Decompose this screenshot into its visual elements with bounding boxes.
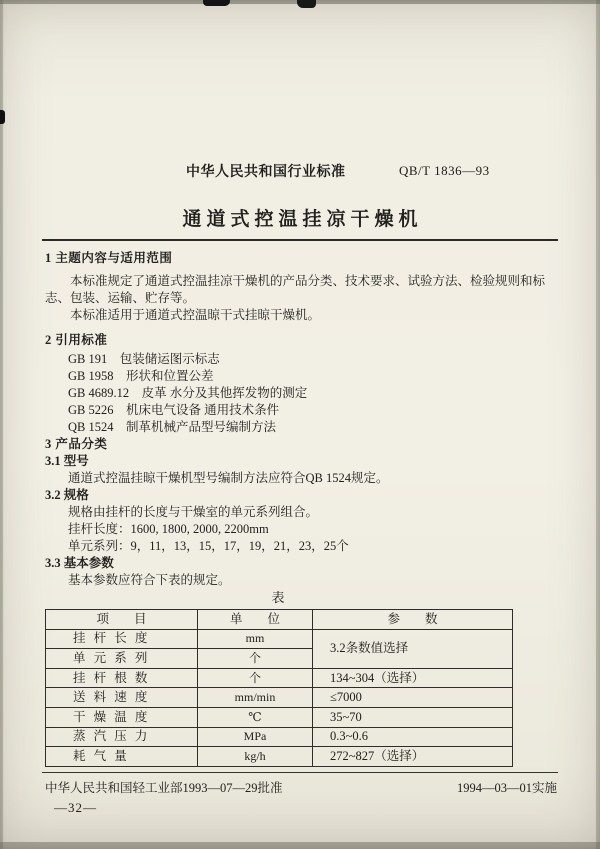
section-1-heading: 1 主题内容与适用范围 xyxy=(45,251,173,265)
param-cell: 35~70 xyxy=(313,707,513,727)
reference-item xyxy=(68,419,557,436)
implementation-text: 1994—03—01实施 xyxy=(456,781,557,795)
scan-edge-left xyxy=(0,0,3,849)
section-3-2-text-1: 规格由挂杆的长度与干燥室的单元系列组合。 xyxy=(68,505,319,519)
reference-code: QB 1524 xyxy=(68,420,114,434)
item-cell: 干燥温度 xyxy=(46,707,198,727)
table-row xyxy=(46,747,513,767)
reference-code: GB 5226 xyxy=(68,403,114,417)
section-1-para-2: 本标准适用于通道式控温晾干式挂晾干燥机。 xyxy=(70,308,321,322)
table-row xyxy=(46,727,513,747)
reference-title: 形状和位置公差 xyxy=(126,369,214,383)
section-3-heading: 3 产品分类 xyxy=(45,437,108,451)
reference-item xyxy=(68,368,557,385)
section-3-1-text: 通道式控温挂晾干燥机型号编制方法应符合QB 1524规定。 xyxy=(68,471,389,485)
col-header-unit: 单位 xyxy=(198,610,313,630)
table-header-row xyxy=(46,610,513,630)
document-title: 通道式控温挂凉干燥机 xyxy=(182,209,423,230)
reference-item xyxy=(68,385,557,402)
title-rule xyxy=(42,239,558,241)
param-cell: 272~827（选择） xyxy=(313,747,513,767)
section-1-para-1: 本标准规定了通道式控温挂凉干燥机的产品分类、技术要求、试验方法、检验规则和标志、包装、运输、贮存等。 xyxy=(45,274,546,305)
scan-artifact xyxy=(0,110,5,124)
item-cell: 挂杆根数 xyxy=(46,668,198,688)
item-cell: 单元系列 xyxy=(46,649,198,669)
scan-artifact xyxy=(297,0,316,8)
param-cell: 134~304（选择） xyxy=(313,668,513,688)
unit-cell: kg/h xyxy=(198,747,313,767)
reference-item xyxy=(68,351,557,368)
table-row xyxy=(46,668,513,688)
unit-cell: 个 xyxy=(198,649,313,669)
scan-edge-right xyxy=(596,0,600,849)
section-3-3-heading: 3.3 基本参数 xyxy=(45,556,114,570)
reference-title: 包装储运图示标志 xyxy=(119,352,220,366)
item-cell: 送料速度 xyxy=(46,688,198,708)
section-3-2-text-3: 单元系列：9，11，13，15，17，19，21，23，25个 xyxy=(68,539,349,553)
param-cell: ≤7000 xyxy=(313,688,513,708)
item-cell: 蒸汽压力 xyxy=(46,727,198,747)
col-header-item: 项目 xyxy=(46,610,198,630)
unit-cell: 个 xyxy=(198,668,313,688)
table-row xyxy=(46,629,513,649)
table-row xyxy=(46,707,513,727)
standard-code: QB/T 1836—93 xyxy=(399,163,490,178)
document-body xyxy=(45,250,557,767)
table-caption: 表 xyxy=(271,590,286,605)
section-3-3-text: 基本参数应符合下表的规定。 xyxy=(68,573,231,587)
basic-parameters-table xyxy=(45,609,513,767)
section-2-heading: 2 引用标准 xyxy=(45,333,108,347)
col-header-param: 参数 xyxy=(313,610,513,630)
standard-label: 中华人民共和国行业标准 xyxy=(186,165,346,180)
item-cell: 耗气量 xyxy=(46,747,198,767)
reference-title: 制革机械产品型号编制方法 xyxy=(126,420,277,434)
reference-code: GB 4689.12 xyxy=(68,386,130,400)
scan-artifact xyxy=(203,0,230,6)
table-row xyxy=(46,688,513,708)
unit-cell: MPa xyxy=(198,727,313,747)
section-3-2-text-2: 挂杆长度：1600, 1800, 2000, 2200mm xyxy=(68,522,269,536)
param-cell: 3.2条数值选择 xyxy=(313,629,513,668)
unit-cell: ℃ xyxy=(198,707,313,727)
section-3-2-heading: 3.2 规格 xyxy=(45,488,89,502)
reference-title: 皮革 水分及其他挥发物的测定 xyxy=(141,386,308,400)
reference-code: GB 191 xyxy=(68,352,108,366)
unit-cell: mm xyxy=(198,629,313,649)
reference-code: GB 1958 xyxy=(68,369,114,383)
item-cell: 挂杆长度 xyxy=(46,629,198,649)
reference-title: 机床电气设备 通用技术条件 xyxy=(126,403,280,417)
section-3-1-heading: 3.1 型号 xyxy=(45,454,89,468)
footer-rule xyxy=(42,772,558,773)
unit-cell: mm/min xyxy=(198,688,313,708)
page-number: —32— xyxy=(54,800,97,815)
approval-text: 中华人民共和国轻工业部1993—07—29批准 xyxy=(45,781,283,795)
reference-item xyxy=(68,402,557,419)
param-cell: 0.3~0.6 xyxy=(313,727,513,747)
scan-edge-bottom xyxy=(0,842,600,849)
